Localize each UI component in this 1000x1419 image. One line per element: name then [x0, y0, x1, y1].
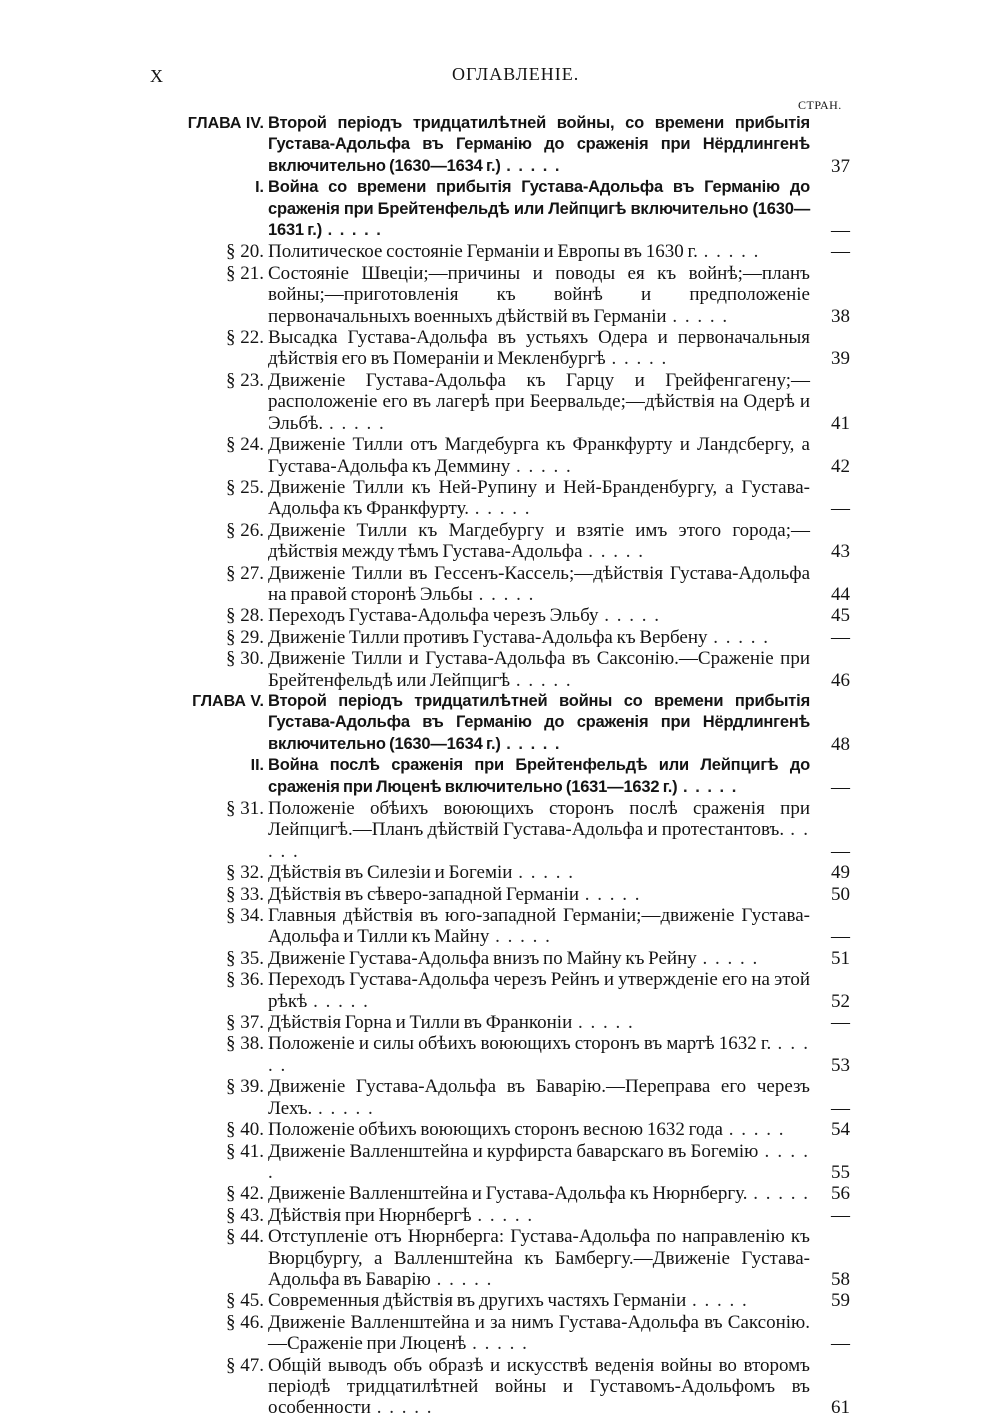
dot-leader: . . . . .	[697, 241, 761, 263]
toc-entry	[0, 241, 1000, 262]
toc-entry-title	[268, 1076, 810, 1119]
toc-entry-title	[268, 605, 810, 626]
toc-entry-title	[268, 1141, 810, 1184]
dot-leader: . . . . .	[747, 1183, 810, 1205]
dot-leader: . . . . .	[605, 348, 669, 370]
toc-entry-label: § 42.	[226, 1183, 264, 1205]
toc-entry-page: —	[831, 498, 850, 520]
toc-entry-text: Общiй выводъ объ образѣ и искусствѣ веденiя войны во второмъ перiодѣ тридцатилѣтней войны и Густавомъ-Адольфомъ въ особенности	[268, 1354, 810, 1419]
toc-entry	[0, 1226, 1000, 1290]
toc-entry-title	[268, 948, 810, 969]
toc-entry-text: Состоянiе Швецiи;—причины и поводы ея къ войнѣ;—планъ войны;—приготовленiя къ войнѣ и предположенiе первоначальныхъ военныхъ дѣйствiй въ Германiи	[268, 262, 810, 327]
toc-entry-label: ГЛАВА V.	[192, 692, 264, 710]
toc-entry-title	[268, 477, 810, 520]
toc-entry-text: Главныя дѣйствiя въ юго-западной Германiи;—движенiе Густава-Адольфа и Тилли къ Майну	[268, 905, 810, 948]
dot-leader: . . . . .	[500, 156, 562, 175]
toc-entry	[0, 1355, 1000, 1419]
toc-list	[0, 113, 1000, 1419]
toc-entry-title	[268, 1226, 810, 1290]
toc-entry-page: 43	[831, 541, 850, 563]
page-column-header: СТРАН.	[798, 98, 842, 112]
toc-entry-page: 45	[831, 605, 850, 627]
toc-entry	[0, 1033, 1000, 1076]
toc-entry	[0, 691, 1000, 755]
toc-entry-page: 61	[831, 1397, 850, 1419]
toc-entry-label: § 44.	[226, 1226, 264, 1248]
toc-entry-label: § 20.	[226, 241, 264, 263]
toc-entry-text: Движенiе Валленштейна и за нимъ Густава-Адольфа въ Саксонiю.—Сраженiе при Люценѣ	[268, 1311, 810, 1355]
toc-entry-label: § 23.	[226, 369, 264, 391]
toc-entry-page: 55	[831, 1161, 850, 1183]
dot-leader: . . . . .	[598, 605, 662, 627]
dot-leader: . . . . .	[370, 1397, 434, 1419]
toc-entry-label: § 43.	[226, 1204, 264, 1226]
toc-entry-text: Политическое состоянiе Германiи и Европы въ 1630 г.	[268, 241, 698, 263]
toc-entry-text: Движенiе Валленштейна и курфирста баварскаго въ Богемiю	[268, 1140, 759, 1162]
toc-entry-title	[268, 1355, 810, 1419]
toc-entry-title	[268, 627, 810, 648]
toc-entry-title	[268, 1033, 810, 1076]
toc-entry-title	[268, 370, 810, 434]
dot-leader: . . . . .	[268, 819, 810, 862]
toc-entry-page: —	[831, 1204, 850, 1226]
dot-leader: . . . . .	[322, 221, 383, 240]
dot-leader: . . . . .	[722, 1119, 786, 1141]
toc-entry-label: § 32.	[226, 862, 264, 884]
toc-entry	[0, 1183, 1000, 1204]
toc-entry	[0, 948, 1000, 969]
toc-entry	[0, 477, 1000, 520]
dot-leader: . . . . .	[696, 947, 760, 969]
toc-entry-title	[268, 1312, 810, 1355]
toc-entry-label: § 25.	[226, 476, 264, 498]
toc-entry	[0, 563, 1000, 606]
toc-entry-title	[268, 263, 810, 327]
toc-entry-page: 42	[831, 455, 850, 477]
toc-entry-page: —	[831, 220, 850, 242]
toc-entry-label: § 33.	[226, 883, 264, 905]
toc-entry-label: § 22.	[226, 327, 264, 349]
toc-entry-page: 56	[831, 1183, 850, 1205]
toc-entry-page: 51	[831, 947, 850, 969]
dot-leader: . . . . .	[512, 862, 575, 884]
toc-entry-title	[268, 241, 810, 262]
toc-entry	[0, 862, 1000, 883]
toc-entry-page: 49	[831, 862, 850, 884]
toc-entry-page: —	[831, 1333, 850, 1355]
toc-entry-title	[268, 563, 810, 606]
toc-entry	[0, 648, 1000, 691]
toc-entry-text: Дѣйствiя въ сѣверо-западной Германiи	[268, 883, 580, 905]
toc-entry-text: Война послѣ сраженiя при Брейтенфельдѣ или Лейпцигѣ до сраженiя при Люценѣ включительно (1631—1632 г.)	[268, 756, 810, 796]
toc-entry-label: § 24.	[226, 434, 264, 456]
toc-entry-title	[268, 434, 810, 477]
toc-entry-page: 46	[831, 669, 850, 691]
toc-entry-page: 54	[831, 1119, 850, 1141]
toc-entry	[0, 627, 1000, 648]
toc-entry-page: 38	[831, 305, 850, 327]
dot-leader: . . . . .	[430, 1268, 494, 1290]
toc-entry-title	[268, 113, 810, 177]
toc-entry-page: 39	[831, 348, 850, 370]
toc-entry-label: ГЛАВА IV.	[187, 115, 264, 132]
toc-entry-text: Дѣйствiя въ Силезiи и Богемiи	[268, 862, 513, 884]
toc-entry-title	[268, 755, 810, 798]
toc-entry-page: 44	[831, 583, 850, 605]
toc-entry-page: 37	[831, 155, 850, 177]
toc-entry-title	[268, 905, 810, 948]
toc-entry-label: § 41.	[226, 1140, 264, 1162]
toc-entry-text: Движенiе Тилли противъ Густава-Адольфа къ Вербену	[268, 626, 708, 648]
toc-entry-page: 52	[831, 990, 850, 1012]
toc-entry-title	[268, 1290, 810, 1311]
toc-entry-title	[268, 884, 810, 905]
toc-entry-label: § 34.	[226, 905, 264, 927]
toc-entry-label: § 35.	[226, 947, 264, 969]
toc-entry-page: —	[831, 1012, 850, 1034]
toc-entry-title	[268, 177, 810, 241]
toc-entry	[0, 1290, 1000, 1311]
toc-entry	[0, 113, 1000, 177]
toc-entry-text: Положенiе обѣихъ воюющихъ сторонъ послѣ сраженiя при Лейпцигѣ.—Планъ дѣйствiй Густава-Адольфа и протестантовъ.	[268, 798, 810, 841]
toc-entry-page: —	[831, 776, 850, 798]
dot-leader: . . . . .	[666, 305, 730, 327]
toc-entry	[0, 1119, 1000, 1140]
toc-entry	[0, 370, 1000, 434]
toc-entry-label: § 28.	[226, 605, 264, 627]
toc-entry-title	[268, 1205, 810, 1226]
toc-entry-label: § 27.	[226, 562, 264, 584]
dot-leader: . . . . .	[466, 1333, 529, 1355]
toc-entry-page: —	[831, 626, 850, 648]
toc-entry-text: Дѣйствiя Горна и Тилли въ Франконiи	[268, 1012, 573, 1034]
toc-entry-text: Движенiе Густава-Адольфа въ Баварiю.—Переправа его черезъ Лехъ.	[268, 1076, 810, 1119]
toc-entry-label: § 37.	[226, 1012, 264, 1034]
toc-entry	[0, 327, 1000, 370]
dot-leader: . . . . .	[468, 498, 532, 520]
toc-entry-label: § 31.	[226, 798, 264, 819]
toc-entry-text: Второй перiодъ тридцатилѣтней войны со времени прибытiя Густава-Адольфа въ Германiю до сраженiя при Нёрдлингенѣ включительно (1630—1634 г.)	[268, 691, 810, 753]
dot-leader: . . . . .	[510, 669, 573, 691]
toc-entry	[0, 1141, 1000, 1184]
dot-leader: . . . . .	[323, 412, 386, 434]
dot-leader: . . . . .	[686, 1290, 749, 1312]
toc-entry-page: —	[831, 1097, 850, 1119]
toc-entry	[0, 798, 1000, 862]
toc-entry	[0, 177, 1000, 241]
toc-entry	[0, 263, 1000, 327]
toc-entry-title	[268, 1119, 810, 1140]
toc-entry-text: Движенiе Густава-Адольфа къ Гарцу и Грейфенгагену;—расположенiе его въ лагерѣ при Беервальде;—дѣйствiя на Одерѣ и Эльбѣ.	[268, 369, 810, 434]
toc-entry-page: 59	[831, 1290, 850, 1312]
toc-entry-page: 41	[831, 412, 850, 434]
page-number: X	[150, 66, 163, 86]
toc-entry-text: Положенiе и силы обѣихъ воюющихъ сторонъ въ мартѣ 1632 г.	[268, 1033, 772, 1055]
toc-entry-text: Второй перiодъ тридцатилѣтней войны, со времени прибытiя Густава-Адольфа въ Германiю до сраженiя при Нёрдлингенѣ включительно (1630—1634 г.)	[268, 114, 810, 175]
dot-leader: . . . . .	[579, 883, 642, 905]
toc-entry-label: § 26.	[226, 519, 264, 541]
dot-leader: . . . . .	[472, 583, 536, 605]
toc-entry-text: Положенiе обѣихъ воюющихъ сторонъ весною 1632 года	[268, 1119, 723, 1141]
toc-entry-title	[268, 1183, 810, 1204]
toc-entry-text: Движенiе Тилли отъ Магдебурга къ Франкфурту и Ландсбергу, а Густава-Адольфа къ Деммину	[268, 434, 810, 477]
dot-leader: . . . . .	[572, 1012, 635, 1034]
toc-entry-label: § 21.	[226, 262, 264, 284]
dot-leader: . . . . .	[307, 990, 370, 1012]
toc-entry	[0, 434, 1000, 477]
toc-entry-label: § 30.	[226, 648, 264, 670]
dot-leader: . . . . .	[677, 777, 739, 796]
toc-entry-label: II.	[250, 757, 264, 775]
toc-entry-label: § 39.	[226, 1076, 264, 1098]
toc-entry-label: § 45.	[226, 1290, 264, 1312]
toc-entry-label: § 47.	[226, 1354, 264, 1376]
toc-entry-text: Дѣйствiя при Нюрнбергѣ	[268, 1204, 472, 1226]
dot-leader: . . . . .	[471, 1204, 535, 1226]
toc-entry	[0, 1076, 1000, 1119]
running-title: ОГЛАВЛЕНIЕ.	[452, 64, 580, 84]
toc-entry-page: 58	[831, 1268, 850, 1290]
dot-leader: . . . . .	[268, 1033, 811, 1076]
dot-leader: . . . . .	[268, 1140, 810, 1183]
toc-entry	[0, 884, 1000, 905]
toc-entry-text: Отступленiе отъ Нюрнберга: Густава-Адольфа по направленiю къ Вюрцбургу, а Валленштейна къ Бамбергу.—Движенiе Густава-Адольфа въ Баварiю	[268, 1226, 810, 1290]
toc-entry-text: Движенiе Тилли къ Магдебургу и взятiе имъ этого города;—дѣйствiя между тѣмъ Густава-Адольфа	[268, 519, 810, 563]
toc-entry-title	[268, 691, 810, 755]
dot-leader: . . . . .	[312, 1097, 375, 1119]
toc-entry-title	[268, 862, 810, 883]
toc-entry-title	[268, 798, 810, 862]
toc-entry	[0, 1312, 1000, 1355]
toc-entry-label: I.	[255, 179, 264, 197]
toc-entry-page: 53	[831, 1054, 850, 1076]
toc-entry	[0, 1205, 1000, 1226]
toc-entry-text: Движенiе Тилли въ Гессенъ-Кассель;—дѣйствiя Густава-Адольфа на правой сторонѣ Эльбы	[268, 562, 810, 605]
toc-entry-title	[268, 520, 810, 563]
toc-entry-text: Движенiе Тилли къ Ней-Рупину и Ней-Бранденбургу, а Густава-Адольфа къ Франкфурту.	[268, 476, 810, 520]
toc-entry-label: § 38.	[226, 1033, 264, 1055]
dot-leader: . . . . .	[582, 541, 646, 563]
toc-entry	[0, 520, 1000, 563]
toc-entry-text: Движенiе Тилли и Густава-Адольфа въ Саксонiю.—Сраженiе при Брейтенфельдѣ или Лейпцигѣ	[268, 648, 810, 691]
toc-entry-label: § 46.	[226, 1311, 264, 1333]
toc-entry-text: Переходъ Густава-Адольфа черезъ Эльбу	[268, 605, 599, 627]
toc-entry-page: 50	[831, 883, 850, 905]
dot-leader: . . . . .	[510, 455, 573, 477]
toc-entry-label: § 29.	[226, 626, 264, 648]
dot-leader: . . . . .	[707, 626, 771, 648]
toc-entry-page: 48	[831, 733, 850, 755]
toc-entry-text: Современныя дѣйствiя въ другихъ частяхъ Германiи	[268, 1290, 687, 1312]
toc-entry-page: —	[831, 840, 850, 862]
toc-entry-title	[268, 1012, 810, 1033]
toc-entry-title	[268, 648, 810, 691]
toc-entry	[0, 905, 1000, 948]
toc-entry-title	[268, 327, 810, 370]
dot-leader: . . . . .	[500, 734, 562, 753]
toc-entry-page: —	[831, 241, 850, 263]
toc-entry-page: —	[831, 926, 850, 948]
toc-entry	[0, 969, 1000, 1012]
toc-entry-text: Движенiе Валленштейна и Густава-Адольфа къ Нюрнбергу.	[268, 1183, 748, 1205]
dot-leader: . . . . .	[489, 926, 552, 948]
toc-entry-text: Движенiе Густава-Адольфа внизъ по Майну къ Рейну	[268, 947, 697, 969]
toc-entry	[0, 1012, 1000, 1033]
toc-entry-label: § 36.	[226, 969, 264, 991]
toc-entry-text: Переходъ Густава-Адольфа черезъ Рейнъ и утвержденiе его на этой рѣкѣ	[268, 969, 810, 1012]
toc-entry	[0, 605, 1000, 626]
toc-entry	[0, 755, 1000, 798]
toc-entry-label: § 40.	[226, 1119, 264, 1141]
toc-entry-text: Война со времени прибытiя Густава-Адольфа въ Германiю до сраженiя при Брейтенфельдѣ или Лейпцигѣ включительно (1630—1631 г.)	[268, 178, 810, 240]
toc-entry-text: Высадка Густава-Адольфа въ устьяхъ Одера и первоначальныя дѣйствiя его въ Померанiи и Мекленбургѣ	[268, 327, 810, 370]
toc-entry-title	[268, 969, 810, 1012]
